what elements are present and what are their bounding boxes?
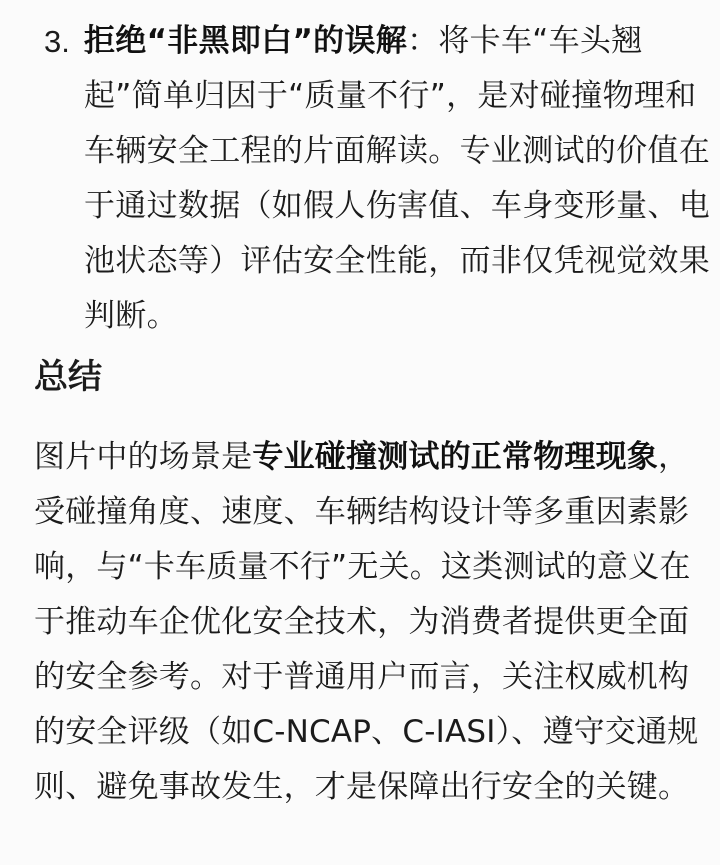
summary-lead: 图片中的场景是 (34, 439, 253, 475)
summary-body: ，受碰撞角度、速度、车辆结构设计等多重因素影响，与“卡车质量不行”无关。这类测试的意义在于推动车企优化安全技术，为消费者提供更全面的安全参考。对于普通用户而言，关注权威机构的安全评级（如C-NCAP、C-IASI）、遵守交通规则、避免事故发生，才是保障出行安全的关键。 (34, 439, 699, 805)
summary-bold: 专业碰撞测试的正常物理现象 (252, 439, 659, 475)
previous-line-fragment (34, 0, 244, 4)
list-item-number: 3. (44, 24, 70, 59)
summary-paragraph (34, 430, 710, 815)
list-item-text (84, 14, 720, 344)
section-title: 总结 (34, 357, 102, 397)
list-item-body: ：将卡车“车头翘起”简单归因于“质量不行”，是对碰撞物理和车辆安全工程的片面解读。专业测试的价值在于通过数据（如假人伤害值、车身变形量、电池状态等）评估安全性能，而非仅凭视觉效果判断。 (84, 23, 710, 334)
list-item-bold-title: 拒绝“非黑即白”的误解 (84, 23, 408, 59)
list-item (34, 14, 714, 344)
